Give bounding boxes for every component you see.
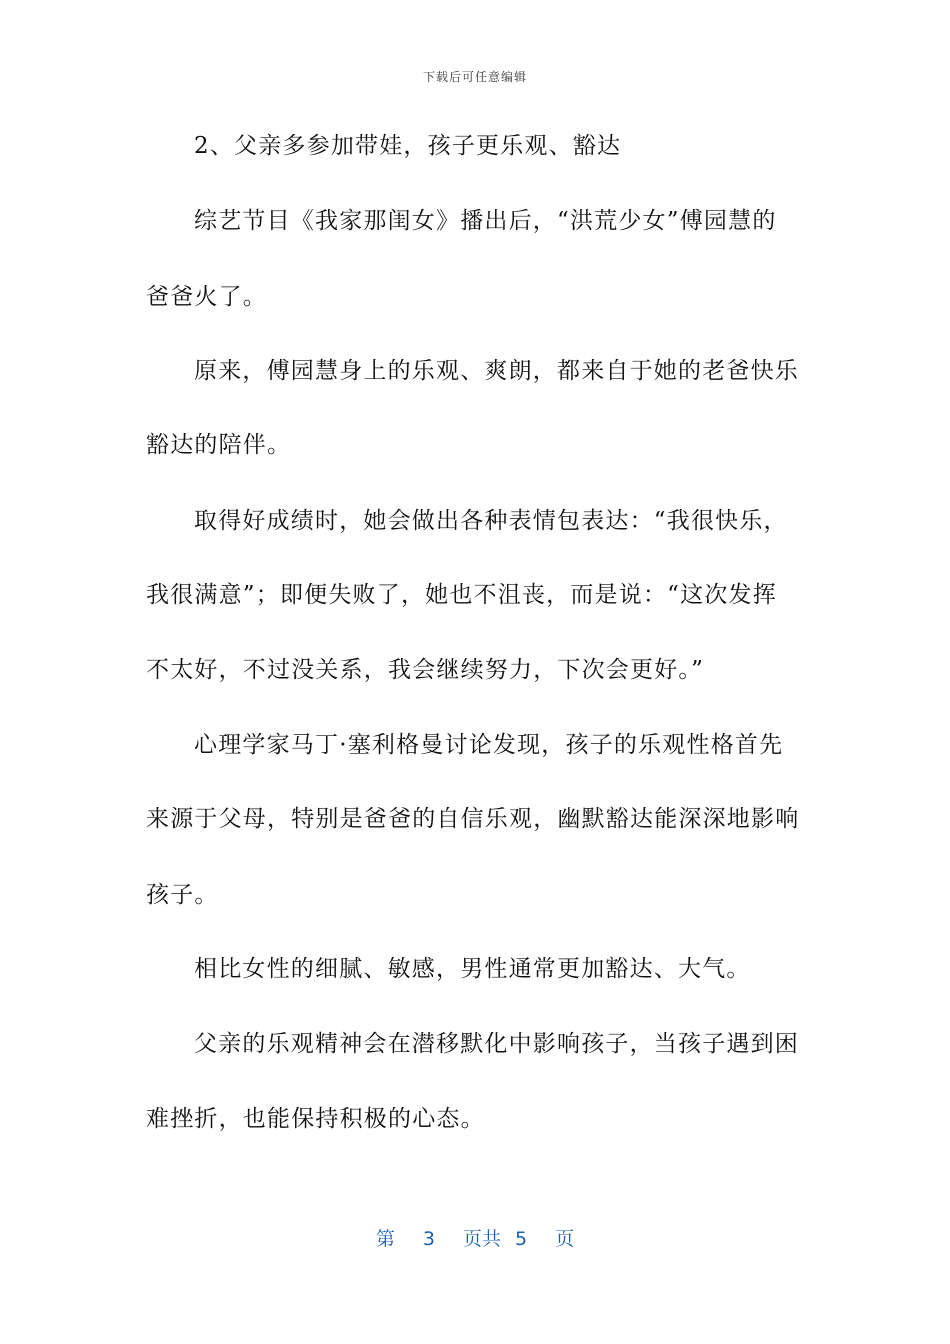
footer-prefix: 第 xyxy=(375,1228,395,1250)
paragraph-line: 爸爸火了。 xyxy=(146,284,267,310)
paragraph-line: 父亲的乐观精神会在潜移默化中影响孩子，当孩子遇到困 xyxy=(194,1031,799,1057)
paragraph-line: 难挫折，也能保持积极的心态。 xyxy=(146,1106,485,1132)
footer-suffix: 页 xyxy=(555,1228,575,1250)
paragraph-line: 心理学家马丁·塞利格曼讨论发现，孩子的乐观性格首先 xyxy=(194,732,784,758)
paragraph-line: 取得好成绩时，她会做出各种表情包表达：“我很快乐， xyxy=(194,508,788,534)
current-page-number: 3 xyxy=(422,1228,435,1250)
paragraph-line: 来源于父母，特别是爸爸的自信乐观，幽默豁达能深深地影响 xyxy=(146,806,800,832)
total-page-number: 5 xyxy=(515,1228,528,1250)
footer-middle: 页共 xyxy=(462,1228,501,1250)
paragraph-line: 不太好，不过没关系，我会继续努力，下次会更好。” xyxy=(146,657,705,683)
paragraph-line: 孩子。 xyxy=(146,882,219,908)
paragraph-line: 综艺节目《我家那闺女》播出后，“洪荒少女”傅园慧的 xyxy=(194,208,777,234)
paragraph-line: 我很满意”；即便失败了，她也不沮丧，而是说：“这次发挥 xyxy=(146,582,777,608)
page-header-note: 下载后可任意编辑 xyxy=(422,70,527,84)
paragraph-line: 原来，傅园慧身上的乐观、爽朗，都来自于她的老爸快乐 xyxy=(194,358,799,384)
paragraph-line: 豁达的陪伴。 xyxy=(146,432,292,458)
section-heading: 2、父亲多参加带娃，孩子更乐观、豁达 xyxy=(194,133,622,159)
page-number-footer xyxy=(0,1224,950,1251)
paragraph-line: 相比女性的细腻、敏感，男性通常更加豁达、大气。 xyxy=(194,956,751,982)
